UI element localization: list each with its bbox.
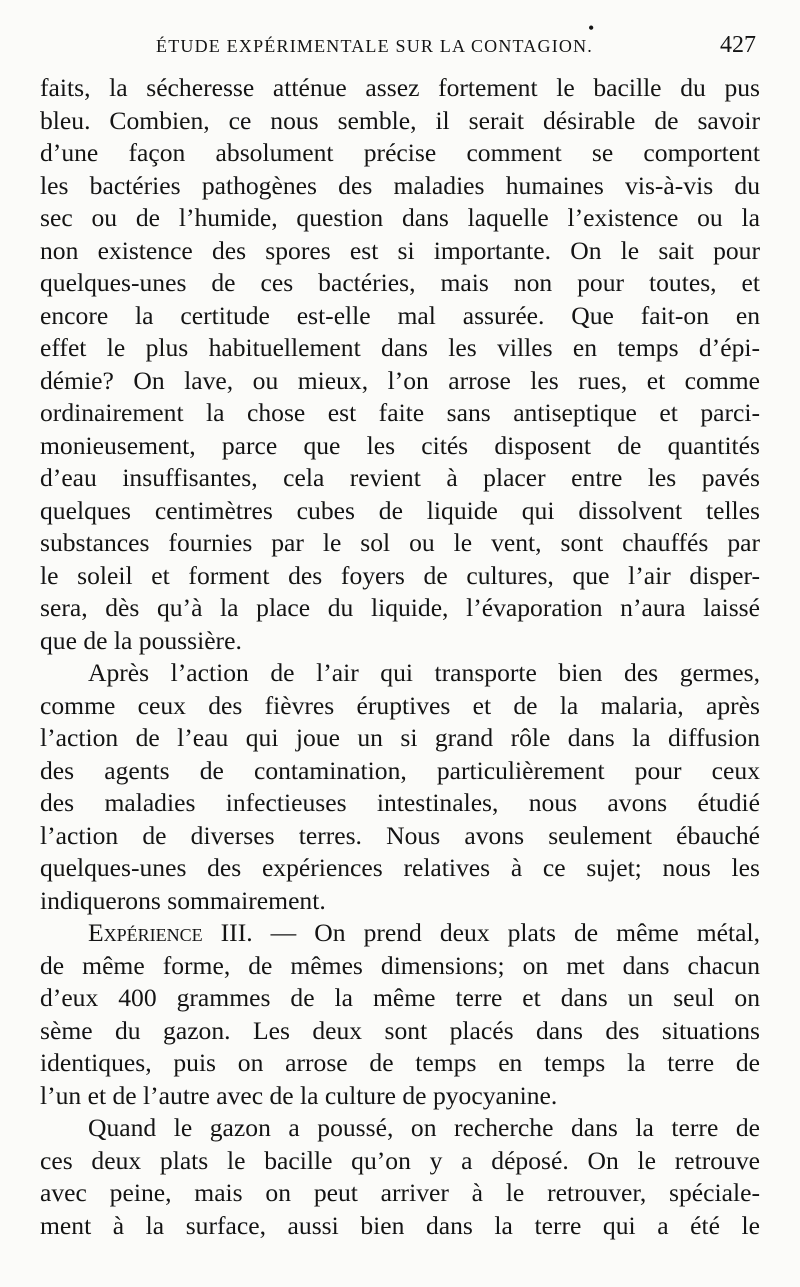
text-line: Quand le gazon a poussé, on recherche dans la terre de: [88, 1113, 760, 1142]
text-line: sera, dès qu’à la place du liquide, l’évaporation n’aura laissé: [40, 593, 760, 622]
text-line: substances fournies par le sol ou le vent, sont chauffés par: [40, 528, 760, 557]
text-line: sème du gazon. Les deux sont placés dans des situations: [40, 1015, 760, 1045]
text-line: comme ceux des fièvres éruptives et de la malaria, après: [40, 690, 760, 720]
text-line: ces deux plats le bacille qu’on y a déposé. On le retrouve: [40, 1145, 760, 1175]
text-line: des maladies infectieuses intestinales, nous avons étudié: [40, 788, 760, 817]
paragraph-2: [40, 657, 760, 917]
text-line: quelques-unes des expériences relatives à ce sujet; nous les: [40, 853, 760, 882]
text-line: avec peine, mais on peut arriver à le retrouver, spéciale-: [40, 1178, 760, 1207]
text-line: identiques, puis on arrose de temps en temps la terre de: [40, 1048, 760, 1077]
text-line: quelques centimètres cubes de liquide qui dissolvent telles: [40, 495, 760, 525]
text-line: effet le plus habituellement dans les villes en temps d’épi-: [40, 333, 760, 362]
text-line: les bactéries pathogènes des maladies humaines vis-à-vis du: [40, 170, 760, 200]
text-line: non existence des spores est si importante. On le sait pour: [40, 235, 760, 265]
text-line: d’eau insuffisantes, cela revient à placer entre les pavés: [40, 463, 760, 492]
page-number: 427: [720, 32, 756, 58]
text-line: faits, la sécheresse atténue assez fortement le bacille du pus: [40, 73, 760, 102]
text-line: de même forme, de mêmes dimensions; on met dans chacun: [40, 950, 760, 980]
text-line: l’action de l’eau qui joue un si grand rôle dans la diffusion: [40, 723, 760, 752]
paragraph-3-experience: [40, 917, 760, 1112]
text-line: d’une façon absolument précise comment se comportent: [40, 138, 760, 167]
text-line: ment à la surface, aussi bien dans la terre qui a été le: [40, 1210, 760, 1240]
text-line: le soleil et forment des foyers de cultures, que l’air disper-: [40, 560, 760, 590]
text-line: monieusement, parce que les cités disposent de quantités: [40, 430, 760, 460]
text-line: encore la certitude est-elle mal assurée. Que fait-on en: [40, 300, 760, 330]
text-line: sec ou de l’humide, question dans laquelle l’existence ou la: [40, 203, 760, 232]
text-line: d’eux 400 grammes de la même terre et dans un seul on: [40, 983, 760, 1012]
experiment-label: Expérience III.: [88, 918, 253, 947]
text-line: démie? On lave, ou mieux, l’on arrose les rues, et comme: [40, 365, 760, 395]
paragraph-1: [40, 72, 760, 657]
running-header: [40, 18, 760, 62]
text-line: [40, 917, 760, 950]
running-title: ÉTUDE EXPÉRIMENTALE SUR LA CONTAGION.: [156, 36, 593, 56]
text-line: ordinairement la chose est faite sans antiseptique et parci-: [40, 398, 760, 427]
text-line: Après l’action de l’air qui transporte bien des germes,: [88, 658, 760, 687]
text-line: des agents de contamination, particulièrement pour ceux: [40, 755, 760, 785]
text-line: bleu. Combien, ce nous semble, il serait désirable de savoir: [40, 105, 760, 135]
text-line: l’action de diverses terres. Nous avons seulement ébauché: [40, 820, 760, 850]
body-text: [40, 72, 760, 1242]
paragraph-4: [40, 1112, 760, 1242]
text-line: quelques-unes de ces bactéries, mais non pour toutes, et: [40, 268, 760, 297]
text-line: indiquerons sommairement.: [40, 885, 326, 915]
text-line: que de la poussière.: [40, 625, 242, 655]
printer-dot: •: [588, 18, 596, 38]
text-line: l’un et de l’autre avec de la culture de pyocyanine.: [40, 1080, 558, 1110]
experiment-first-line: — On prend deux plats de même métal,: [252, 918, 760, 947]
